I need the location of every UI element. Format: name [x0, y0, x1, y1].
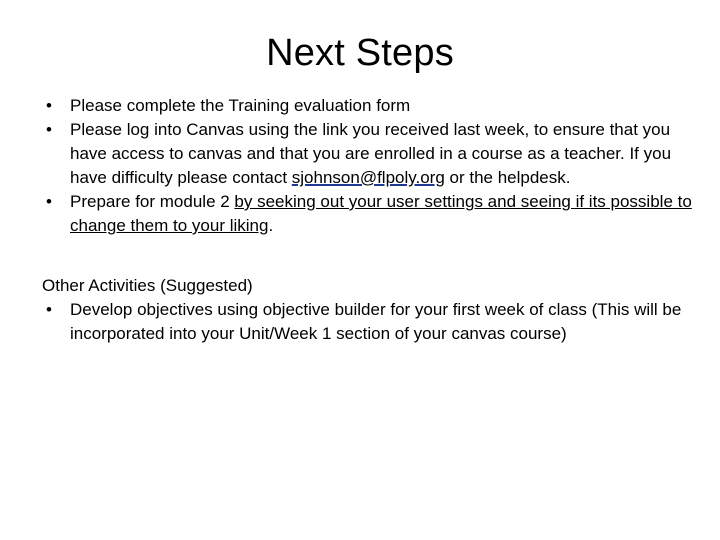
bullet-icon: •: [46, 300, 52, 319]
bullet-icon: •: [46, 192, 52, 211]
bullet-evaluation-form: [42, 94, 692, 118]
bullet-canvas-login: [42, 118, 692, 190]
user-settings-link[interactable]: by seeking out your user settings and seeing if its possible to change them to your liking: [70, 192, 692, 235]
bullet-text: Prepare for module 2: [70, 192, 235, 211]
slide-title: Next Steps: [266, 32, 454, 74]
bullet-icon: •: [46, 96, 52, 115]
bullet-objectives: [42, 298, 692, 346]
bullet-text-end: or the helpdesk.: [444, 168, 571, 187]
bullet-icon: •: [46, 120, 52, 139]
bullet-prepare-module: [42, 190, 692, 238]
bullet-text: Develop objectives using objective builder for your first week of class (This will be incorporated into your Unit/Week 1 section of your canvas course): [70, 300, 682, 343]
contact-email-link[interactable]: sjohnson@flpoly.org: [291, 168, 445, 187]
slide-content: [42, 94, 692, 346]
other-activities-heading: Other Activities (Suggested): [42, 276, 253, 295]
bullet-text: Please complete the Training evaluation form: [70, 96, 411, 115]
bullet-text: Please log into Canvas using the link you received last week, to ensure that you have access to canvas and that you are enrolled in a course as a teacher. If you have difficulty please contact: [70, 120, 672, 187]
bullet-text-end: .: [268, 216, 274, 235]
